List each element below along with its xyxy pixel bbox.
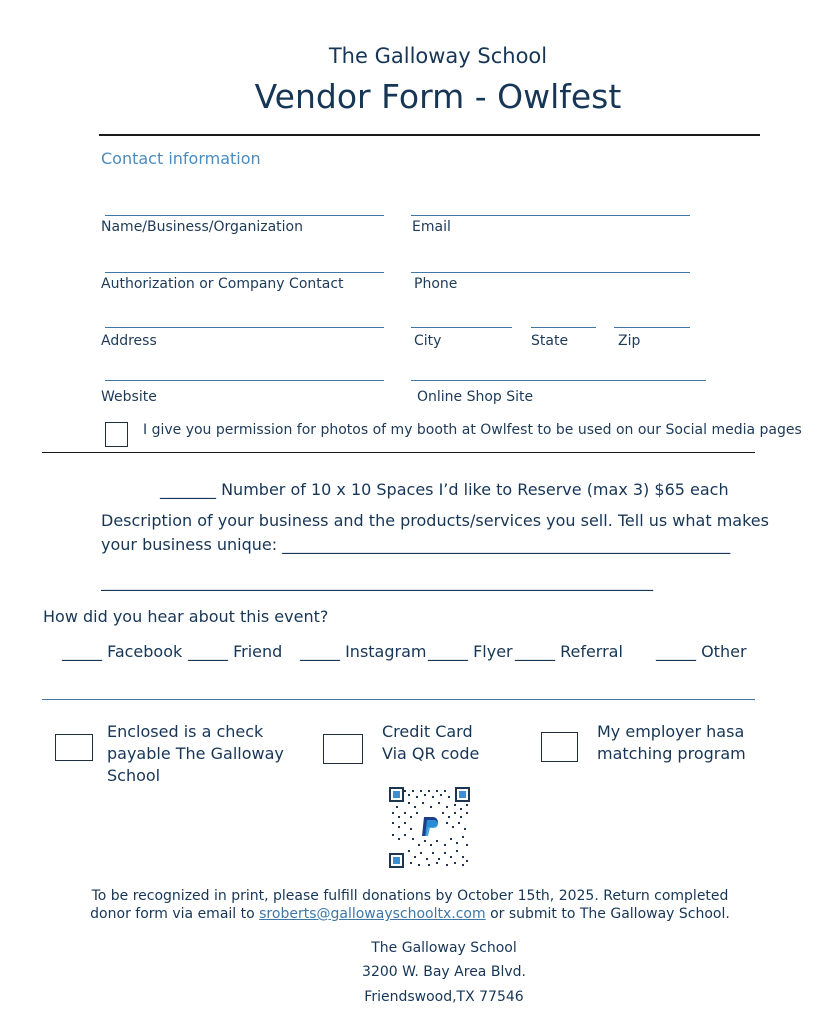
email-label: Email — [412, 219, 451, 235]
hear-option-other[interactable]: _____ Other — [656, 642, 747, 661]
website-label: Website — [101, 389, 157, 405]
photo-permission-checkbox[interactable] — [105, 422, 128, 447]
donation-note — [80, 887, 740, 923]
contact-divider — [42, 452, 755, 453]
check-payment-label: Enclosed is a check payable The Galloway School — [107, 722, 284, 785]
zip-field-line[interactable] — [614, 327, 690, 328]
check-payment-checkbox[interactable] — [55, 734, 93, 761]
school-name: The Galloway School — [328, 44, 548, 68]
page-title: Vendor Form - Owlfest — [254, 77, 622, 116]
hear-divider — [42, 699, 755, 700]
hear-option-facebook[interactable]: _____ Facebook — [62, 642, 183, 661]
address-school-name: The Galloway School — [371, 940, 517, 956]
name-label: Name/Business/Organization — [101, 219, 303, 235]
business-description-line[interactable]: _____________________________________________________________________ — [101, 572, 653, 591]
auth-contact-label: Authorization or Company Contact — [101, 276, 344, 292]
zip-label: Zip — [618, 333, 641, 349]
spaces-reserve-line[interactable]: _______ Number of 10 x 10 Spaces I’d like to Reserve (max 3) $65 each — [160, 480, 729, 499]
auth-contact-field-line[interactable] — [105, 272, 384, 273]
donation-note-text-2: or submit to The Galloway School. — [485, 906, 730, 922]
city-label: City — [414, 333, 442, 349]
state-field-line[interactable] — [531, 327, 596, 328]
address-field-line[interactable] — [105, 327, 384, 328]
online-shop-label: Online Shop Site — [417, 389, 534, 405]
paypal-qr-code[interactable] — [388, 786, 471, 869]
phone-label: Phone — [414, 276, 458, 292]
donation-note-text-1: To be recognized in print, please fulfill donations by October 15th, 2025. Return completed donor form via email to — [90, 888, 729, 922]
business-description-prompt[interactable]: Description of your business and the products/services you sell. Tell us what makes your business unique: ________________________________________________________ — [101, 511, 769, 554]
hear-option-flyer[interactable]: _____ Flyer — [428, 642, 513, 661]
credit-card-checkbox[interactable] — [323, 734, 363, 764]
employer-match-label: My employer hasa matching program — [597, 722, 746, 763]
online-shop-field-line[interactable] — [411, 380, 706, 381]
phone-field-line[interactable] — [411, 272, 690, 273]
name-field-line[interactable] — [105, 215, 384, 216]
employer-match-checkbox[interactable] — [541, 732, 578, 762]
section-title-contact: Contact information — [101, 149, 261, 168]
hear-option-friend[interactable]: _____ Friend — [188, 642, 283, 661]
address-label: Address — [101, 333, 157, 349]
photo-permission-label: I give you permission for photos of my booth at Owlfest to be used on our Social media pages — [143, 422, 802, 438]
contact-email-link[interactable]: sroberts@gallowayschooltx.com — [259, 906, 486, 922]
email-field-line[interactable] — [411, 215, 690, 216]
address-city-state-zip: Friendswood,TX 77546 — [364, 989, 524, 1005]
hear-about-question: How did you hear about this event? — [43, 607, 329, 626]
address-street: 3200 W. Bay Area Blvd. — [362, 964, 526, 980]
credit-card-label: Credit Card Via QR code — [382, 722, 480, 763]
website-field-line[interactable] — [105, 380, 384, 381]
city-field-line[interactable] — [411, 327, 512, 328]
hear-option-referral[interactable]: _____ Referral — [515, 642, 623, 661]
header-divider — [99, 134, 760, 136]
state-label: State — [531, 333, 569, 349]
hear-option-instagram[interactable]: _____ Instagram — [300, 642, 427, 661]
